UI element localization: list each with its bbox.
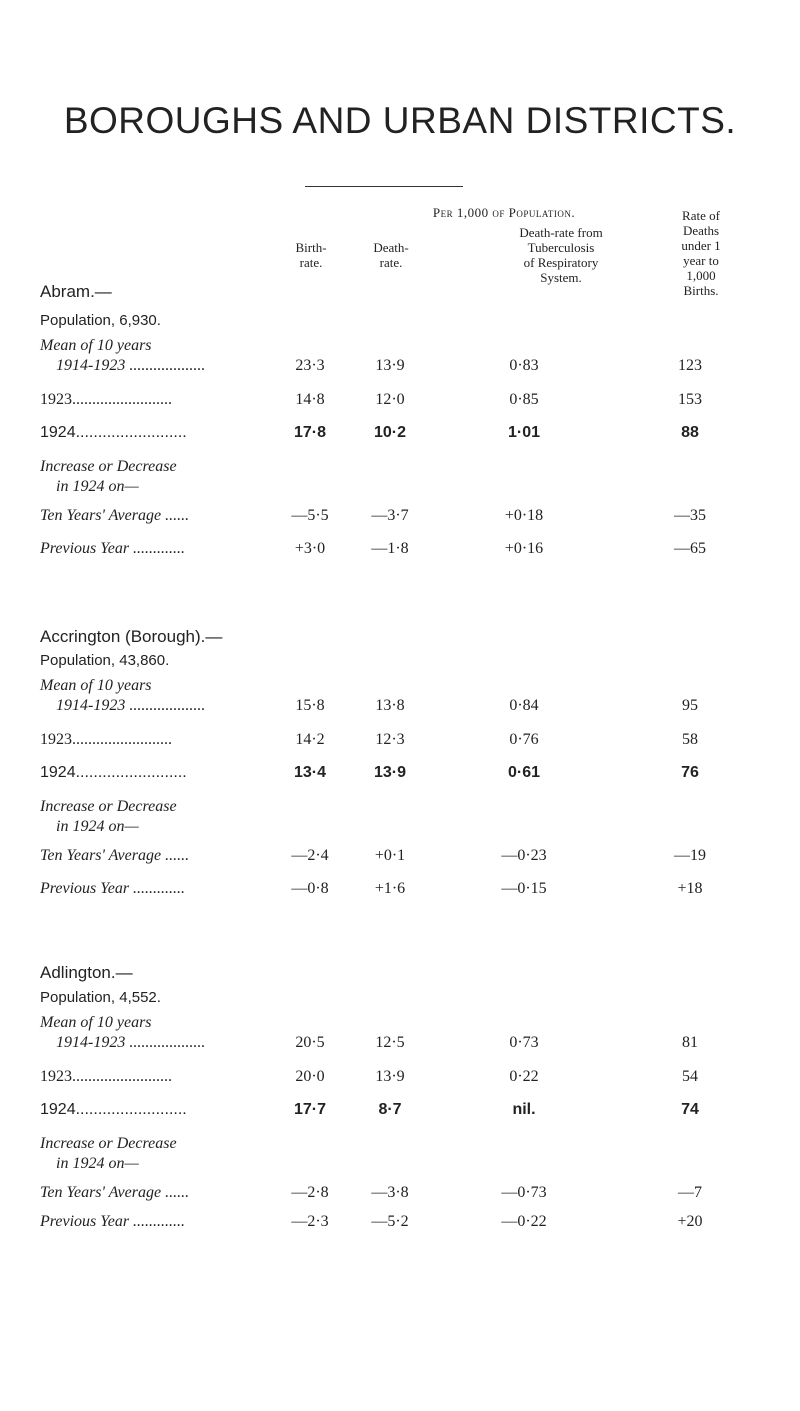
y1923-infant: 58 bbox=[682, 731, 698, 748]
mean-label-2: 1914-1923 ................... bbox=[56, 1034, 206, 1051]
prev-infant: —65 bbox=[674, 540, 706, 557]
mean-label-2: 1914-1923 ................... bbox=[56, 697, 206, 714]
prev-birth: +3·0 bbox=[294, 540, 326, 557]
district-name: Abram.— bbox=[40, 282, 112, 301]
ten-infant: —7 bbox=[678, 1184, 702, 1201]
district-name: Accrington (Borough).— bbox=[40, 627, 223, 646]
prev-birth: —2·3 bbox=[291, 1213, 329, 1230]
mean-birth: 15·8 bbox=[295, 697, 325, 714]
prev-tb: +0·16 bbox=[504, 540, 544, 557]
inc-label-2: in 1924 on— bbox=[56, 818, 139, 835]
mean-infant: 81 bbox=[682, 1034, 698, 1051]
y1923-label: 1923......................... bbox=[40, 391, 172, 408]
y1923-death: 13·9 bbox=[375, 1068, 405, 1085]
y1924-birth: 13·4 bbox=[293, 764, 327, 781]
mean-tb: 0·84 bbox=[509, 697, 539, 714]
mean-death: 13·8 bbox=[375, 697, 405, 714]
y1924-death: 10·2 bbox=[373, 424, 407, 441]
y1923-label: 1923......................... bbox=[40, 731, 172, 748]
mean-label-1: Mean of 10 years bbox=[40, 337, 152, 354]
mean-tb: 0·73 bbox=[509, 1034, 539, 1051]
inc-label-1: Increase or Decrease bbox=[40, 458, 177, 475]
prev-label: Previous Year ............. bbox=[40, 880, 186, 897]
district-population: Population, 4,552. bbox=[40, 989, 161, 1006]
ten-tb: +0·18 bbox=[504, 507, 544, 524]
district-name: Adlington.— bbox=[40, 963, 133, 982]
prev-label: Previous Year ............. bbox=[40, 540, 186, 557]
header-infant-rate: Rate of Deaths under 1 year to 1,000 Births. bbox=[681, 208, 721, 298]
y1923-label: 1923......................... bbox=[40, 1068, 172, 1085]
inc-label-1: Increase or Decrease bbox=[40, 798, 177, 815]
ten-label: Ten Years' Average ...... bbox=[40, 1184, 190, 1201]
district-population: Population, 6,930. bbox=[40, 312, 161, 329]
ten-label: Ten Years' Average ...... bbox=[40, 847, 190, 864]
mean-infant: 123 bbox=[678, 357, 702, 374]
inc-label-2: in 1924 on— bbox=[56, 1155, 139, 1172]
prev-tb: —0·22 bbox=[501, 1213, 547, 1230]
y1923-birth: 14·8 bbox=[295, 391, 325, 408]
y1924-infant: 76 bbox=[681, 764, 699, 781]
ten-birth: —2·8 bbox=[291, 1184, 329, 1201]
prev-birth: —0·8 bbox=[291, 880, 329, 897]
y1924-infant: 74 bbox=[681, 1101, 699, 1118]
y1924-label: 1924......................... bbox=[40, 1101, 187, 1118]
ten-label: Ten Years' Average ...... bbox=[40, 507, 190, 524]
mean-birth: 20·5 bbox=[295, 1034, 325, 1051]
prev-infant: +18 bbox=[677, 880, 703, 897]
y1923-infant: 153 bbox=[678, 391, 702, 408]
mean-birth: 23·3 bbox=[295, 357, 325, 374]
y1923-infant: 54 bbox=[682, 1068, 698, 1085]
y1923-tb: 0·85 bbox=[509, 391, 539, 408]
ten-death: —3·7 bbox=[371, 507, 409, 524]
mean-label-1: Mean of 10 years bbox=[40, 677, 152, 694]
y1924-label: 1924......................... bbox=[40, 764, 187, 781]
ten-death: +0·1 bbox=[374, 847, 406, 864]
page-title: BOROUGHS AND URBAN DISTRICTS. bbox=[63, 100, 737, 141]
y1924-birth: 17·7 bbox=[293, 1101, 327, 1118]
inc-label-1: Increase or Decrease bbox=[40, 1135, 177, 1152]
mean-tb: 0·83 bbox=[509, 357, 539, 374]
inc-label-2: in 1924 on— bbox=[56, 478, 139, 495]
header-tb-rate: Death-rate from Tuberculosis of Respiratory System. bbox=[519, 225, 603, 285]
y1923-death: 12·0 bbox=[375, 391, 405, 408]
y1924-tb: 1·01 bbox=[507, 424, 541, 441]
ten-tb: —0·23 bbox=[501, 847, 547, 864]
header-per-population: Per 1,000 of Population. bbox=[432, 205, 576, 220]
y1924-tb: nil. bbox=[512, 1101, 536, 1118]
district-population: Population, 43,860. bbox=[40, 652, 170, 669]
title-rule bbox=[305, 186, 463, 187]
y1923-tb: 0·22 bbox=[509, 1068, 539, 1085]
ten-tb: —0·73 bbox=[501, 1184, 547, 1201]
prev-tb: —0·15 bbox=[501, 880, 547, 897]
ten-death: —3·8 bbox=[371, 1184, 409, 1201]
header-birth-rate: Birth- rate. bbox=[295, 240, 327, 270]
y1924-label: 1924......................... bbox=[40, 424, 187, 441]
y1924-tb: 0·61 bbox=[507, 764, 541, 781]
ten-birth: —5·5 bbox=[291, 507, 329, 524]
y1924-death: 8·7 bbox=[378, 1101, 402, 1118]
mean-label-2: 1914-1923 ................... bbox=[56, 357, 206, 374]
y1924-death: 13·9 bbox=[373, 764, 407, 781]
mean-death: 12·5 bbox=[375, 1034, 405, 1051]
header-death-rate: Death- rate. bbox=[373, 240, 409, 270]
prev-death: —5·2 bbox=[371, 1213, 409, 1230]
y1923-birth: 14·2 bbox=[295, 731, 325, 748]
y1923-birth: 20·0 bbox=[295, 1068, 325, 1085]
y1923-tb: 0·76 bbox=[509, 731, 539, 748]
y1924-infant: 88 bbox=[681, 424, 699, 441]
mean-death: 13·9 bbox=[375, 357, 405, 374]
prev-infant: +20 bbox=[677, 1213, 703, 1230]
mean-label-1: Mean of 10 years bbox=[40, 1014, 152, 1031]
prev-label: Previous Year ............. bbox=[40, 1213, 186, 1230]
ten-infant: —35 bbox=[674, 507, 706, 524]
y1923-death: 12·3 bbox=[375, 731, 405, 748]
prev-death: —1·8 bbox=[371, 540, 409, 557]
ten-birth: —2·4 bbox=[291, 847, 329, 864]
mean-infant: 95 bbox=[682, 697, 698, 714]
y1924-birth: 17·8 bbox=[293, 424, 327, 441]
prev-death: +1·6 bbox=[374, 880, 406, 897]
ten-infant: —19 bbox=[674, 847, 706, 864]
